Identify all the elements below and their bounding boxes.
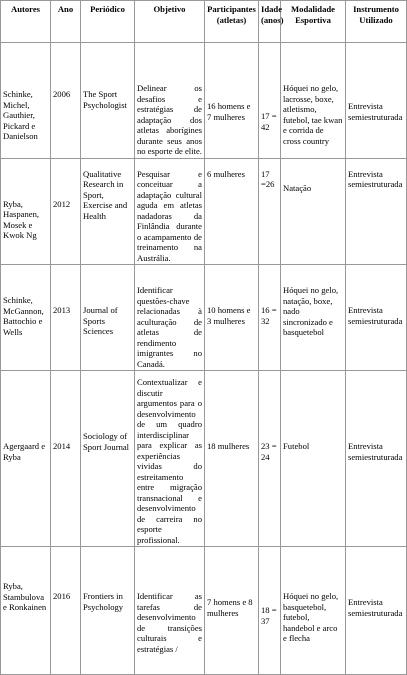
cell-participantes: 10 homens e 3 mulheres <box>205 265 259 371</box>
header-modalidade: Modalidade Esportiva <box>281 1 346 43</box>
header-objetivo: Objetivo <box>135 1 205 43</box>
cell-ano: 2012 <box>51 158 81 265</box>
cell-objetivo: Contextualizar e discutir argumentos para o desenvolvimento de um quadro interdisciplinar para explicar as experiências vividas do estreitamento entre migração transnacional e desenvolvimento de carreira no esporte profissional. <box>135 371 205 547</box>
cell-autores: Agergaard e Ryba <box>1 371 51 547</box>
header-autores: Autores <box>1 1 51 43</box>
table-row <box>1 547 407 675</box>
cell-periodico: Sociology of Sport Journal <box>81 371 135 547</box>
cell-idade: 17 =26 <box>259 158 281 265</box>
cell-instrumento: Entrevista semiestruturada <box>346 265 407 371</box>
cell-ano: 2016 <box>51 547 81 675</box>
table-row <box>1 265 407 371</box>
table-header-row <box>1 1 407 43</box>
cell-periodico: The Sport Psychologist <box>81 43 135 159</box>
cell-ano: 2006 <box>51 43 81 159</box>
cell-idade: 16 = 32 <box>259 265 281 371</box>
cell-autores: Schinke, McGannon, Battochio e Wells <box>1 265 51 371</box>
cell-participantes: 18 mulheres <box>205 371 259 547</box>
header-instrumento: Instrumento Utilizado <box>346 1 407 43</box>
cell-participantes: 7 homens e 8 mulheres <box>205 547 259 675</box>
cell-autores: Schinke, Michel, Gauthier, Pickard e Danielson <box>1 43 51 159</box>
cell-autores: Ryba, Stambulova e Ronkainen <box>1 547 51 675</box>
cell-instrumento: Entrevista semiestruturada <box>346 371 407 547</box>
table-row <box>1 43 407 159</box>
cell-instrumento: Entrevista semiestruturada <box>346 547 407 675</box>
cell-participantes: 6 mulheres <box>205 158 259 265</box>
cell-objetivo: Delinear os desafios e estratégias de adaptação dos atletas aborígines durante seus anos no esporte de elite. <box>135 43 205 159</box>
cell-objetivo: Pesquisar e conceituar a adaptação cultural aguda em atletas nadadoras da Finlândia durante o acampamento de treinamento na Austrália. <box>135 158 205 265</box>
cell-periodico: Frontiers in Psychology <box>81 547 135 675</box>
cell-instrumento: Entrevista semiestruturada <box>346 158 407 265</box>
cell-periodico: Journal of Sports Sciences <box>81 265 135 371</box>
cell-modalidade: Hóquei no gelo, lacrosse, boxe, atletismo, futebol, tae kwan e corrida de cross country <box>281 43 346 159</box>
cell-modalidade: Hóquei no gelo, basquetebol, futebol, handebol e arco e flecha <box>281 547 346 675</box>
cell-instrumento: Entrevista semiestruturada <box>346 43 407 159</box>
table-row <box>1 158 407 265</box>
cell-ano: 2014 <box>51 371 81 547</box>
cell-participantes: 16 homens e 7 mulheres <box>205 43 259 159</box>
cell-idade: 17 = 42 <box>259 43 281 159</box>
cell-idade: 18 = 37 <box>259 547 281 675</box>
cell-autores: Ryba, Haspanen, Mosek e Kwok Ng <box>1 158 51 265</box>
cell-periodico: Qualitative Research in Sport, Exercise and Health <box>81 158 135 265</box>
header-idade: Idade (anos) <box>259 1 281 43</box>
cell-ano: 2013 <box>51 265 81 371</box>
header-participantes: Participantes (atletas) <box>205 1 259 43</box>
header-periodico: Periódico <box>81 1 135 43</box>
cell-objetivo: Identificar questões-chave relacionadas à aculturação de atletas de rendimento imigrantes no Canadá. <box>135 265 205 371</box>
cell-modalidade: Hóquei no gelo, natação, boxe, nado sincronizado e basquetebol <box>281 265 346 371</box>
cell-idade: 23 = 24 <box>259 371 281 547</box>
cell-modalidade: Natação <box>281 158 346 265</box>
table-row <box>1 371 407 547</box>
cell-modalidade: Futebol <box>281 371 346 547</box>
header-ano: Ano <box>51 1 81 43</box>
cell-objetivo: Identificar as tarefas de desenvolvimento de transições culturais e estratégias / <box>135 547 205 675</box>
